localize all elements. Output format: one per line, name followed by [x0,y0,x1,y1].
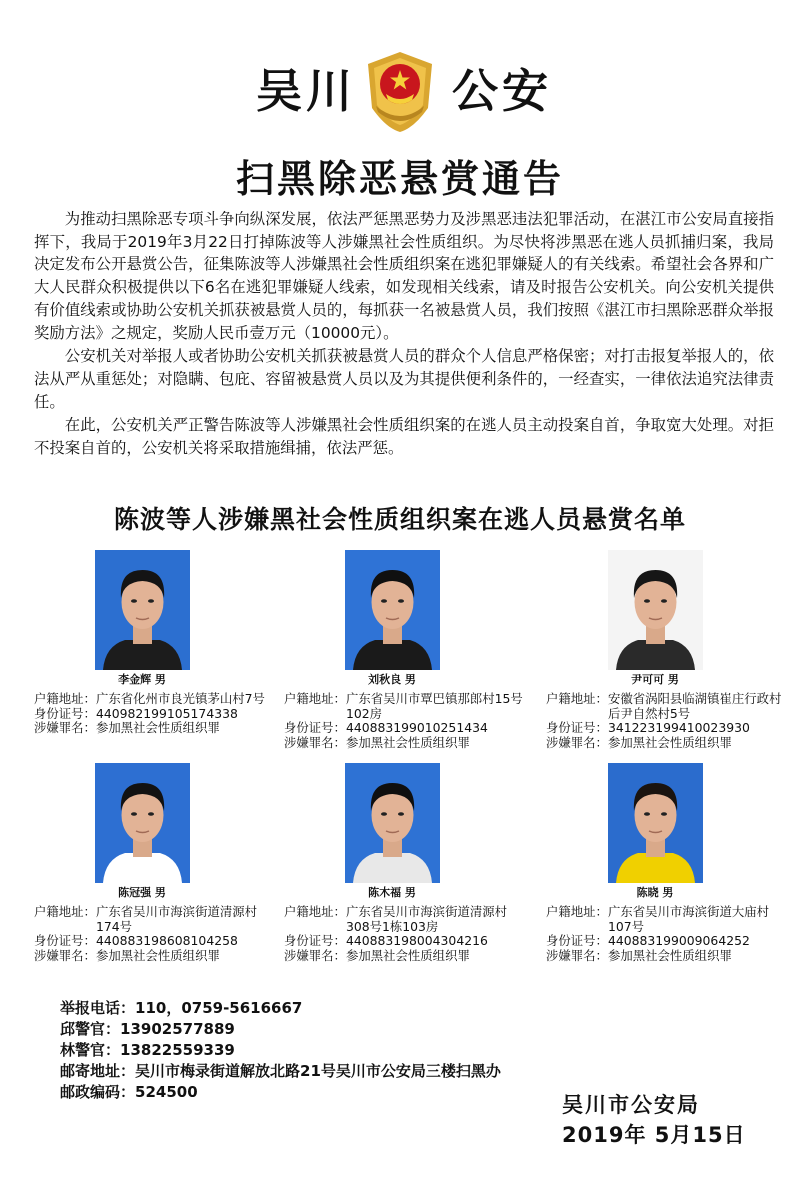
officer-qiu-row [60,1019,501,1040]
address-label: 户籍地址： [284,904,346,919]
officer-lin-label: 林警官： [60,1041,121,1059]
id-value: 341223199410023930 [607,720,750,735]
officer-qiu-label: 邱警官： [60,1020,121,1038]
zip-code-value: 524500 [135,1083,198,1101]
id-label: 身份证号： [34,705,96,721]
suspect-info [284,692,524,750]
address-value: 广东省吴川市覃巴镇那郎村15号102房 [345,691,523,721]
id-value: 440982199105174338 [95,705,238,721]
crime-label: 涉嫌罪名： [34,947,96,963]
mail-address-row [60,1061,501,1082]
suspect-name: 陈木福 男 [368,886,416,899]
crime-row [34,949,274,964]
wanted-list-title: 陈波等人涉嫌黑社会性质组织案在逃人员悬赏名单 [113,505,686,534]
id-value: 440883198004304216 [345,933,488,948]
crime-value: 参加黑社会性质组织罪 [607,734,732,750]
issue-date: 2019年 5月15日 [562,1123,746,1147]
suspect-photo [608,763,703,883]
notice-title: 扫黑除恶悬赏通告 [235,157,564,201]
crime-label: 涉嫌罪名： [546,947,608,963]
contact-info [60,998,501,1103]
crime-value: 参加黑社会性质组织罪 [95,947,220,963]
id-label: 身份证号： [546,933,608,948]
crime-label: 涉嫌罪名： [284,734,346,750]
suspect-photo [95,550,190,670]
zip-code-row [60,1082,501,1103]
crime-row [546,736,786,751]
crime-row [34,721,274,736]
id-row [284,721,524,736]
address-value: 广东省吴川市海滨街道大庙村107号 [607,904,770,934]
address-row [34,905,274,934]
header-left-text: 吴川 [256,64,356,118]
id-label: 身份证号： [546,720,608,735]
crime-value: 参加黑社会性质组织罪 [607,947,732,963]
mail-address-label: 邮寄地址： [60,1062,136,1080]
zip-code-label: 邮政编码： [60,1083,136,1101]
suspect-name: 陈晓 男 [636,886,674,899]
report-phone-value: 110，0759-5616667 [135,999,303,1017]
crime-row [284,949,524,964]
id-row [546,934,786,949]
address-label: 户籍地址： [34,904,96,919]
suspect-photo [608,550,703,670]
address-label: 户籍地址： [546,691,608,706]
id-row [546,721,786,736]
officer-lin-row [60,1040,501,1061]
suspect-name: 尹可可 男 [631,673,679,686]
address-row [34,692,274,707]
id-label: 身份证号： [284,933,346,948]
id-row [34,934,274,949]
address-value: 广东省化州市良光镇茅山村7号 [95,691,265,706]
report-phone-row [60,998,501,1019]
crime-label: 涉嫌罪名： [284,947,346,963]
address-label: 户籍地址： [284,691,346,706]
report-phone-label: 举报电话： [60,999,136,1017]
address-value: 广东省吴川市海滨街道清源村308号1栋103房 [345,904,508,934]
suspect-name: 李金辉 男 [118,673,166,686]
suspect-photo [95,763,190,883]
address-label: 户籍地址： [34,691,96,706]
police-emblem-icon [362,50,438,134]
officer-qiu-value: 13902577889 [120,1020,235,1038]
crime-value: 参加黑社会性质组织罪 [345,947,470,963]
issuing-organization: 吴川市公安局 [562,1093,700,1117]
suspect-info [34,692,274,736]
id-label: 身份证号： [284,720,346,735]
header [0,56,800,136]
suspect-info [546,692,786,750]
suspect-name: 陈冠强 男 [118,886,166,899]
address-row [284,905,524,934]
id-value: 440883199009064252 [607,933,750,948]
address-value: 广东省吴川市海滨街道清源村174号 [95,904,258,934]
crime-value: 参加黑社会性质组织罪 [345,734,470,750]
address-label: 户籍地址： [546,904,608,919]
suspect-photo [345,550,440,670]
suspect-info [284,905,524,963]
crime-row [284,736,524,751]
address-row [284,692,524,721]
crime-row [546,949,786,964]
suspect-info [546,905,786,963]
notice-body [34,208,774,461]
crime-label: 涉嫌罪名： [546,734,608,750]
suspect-photo [345,763,440,883]
mail-address-value: 吴川市梅录街道解放北路21号吴川市公安局三楼扫黑办 [135,1062,501,1080]
id-row [284,934,524,949]
paragraph: 公安机关对举报人或者协助公安机关抓获被悬赏人员的群众个人信息严格保密；对打击报复举报人的，依法从严从重惩处；对隐瞒、包庇、容留被悬赏人员以及为其提供便利条件的，一经查实，一律依法追究法律责任。 [34,347,774,411]
address-row [546,692,786,721]
paragraph: 在此，公安机关严正警告陈波等人涉嫌黑社会性质组织案的在逃人员主动投案自首，争取宽大处理。对拒不投案自首的，公安机关将采取措施缉捕，依法严惩。 [34,416,774,458]
header-right-text: 公安 [452,64,552,118]
address-row [546,905,786,934]
id-value: 440883199010251434 [345,720,488,735]
crime-label: 涉嫌罪名： [34,720,96,735]
signoff [562,1090,746,1150]
officer-lin-value: 13822559339 [120,1041,235,1059]
id-value: 440883198608104258 [95,933,238,948]
id-row [34,707,274,722]
crime-value: 参加黑社会性质组织罪 [95,720,220,735]
suspect-name: 刘秋良 男 [368,673,416,686]
address-value: 安徽省涡阳县临湖镇崔庄行政村后尹自然村5号 [607,691,782,721]
suspect-info [34,905,274,963]
id-label: 身份证号： [34,933,96,948]
paragraph: 为推动扫黑除恶专项斗争向纵深发展，依法严惩黑恶势力及涉黑恶违法犯罪活动，在湛江市公安局直接指挥下，我局于2019年3月22日打掉陈波等人涉嫌黑社会性质组织。为尽快将涉黑恶在逃人员抓捕归案，我局决定发布公开悬赏公告，征集陈波等人涉嫌黑社会性质组织案在逃犯罪嫌疑人的有关线索。希望社会各界和广大人民群众积极提供以下6名在逃犯罪嫌疑人线索，如发现相关线索，请及时报告公安机关。向公安机关提供有价值线索或协助公安机关抓获被悬赏人员的，每抓获一名被悬赏人员，我们按照《湛江市扫黑除恶群众举报奖励方法》之规定，奖励人民币壹万元（10000元）。 [34,210,774,342]
